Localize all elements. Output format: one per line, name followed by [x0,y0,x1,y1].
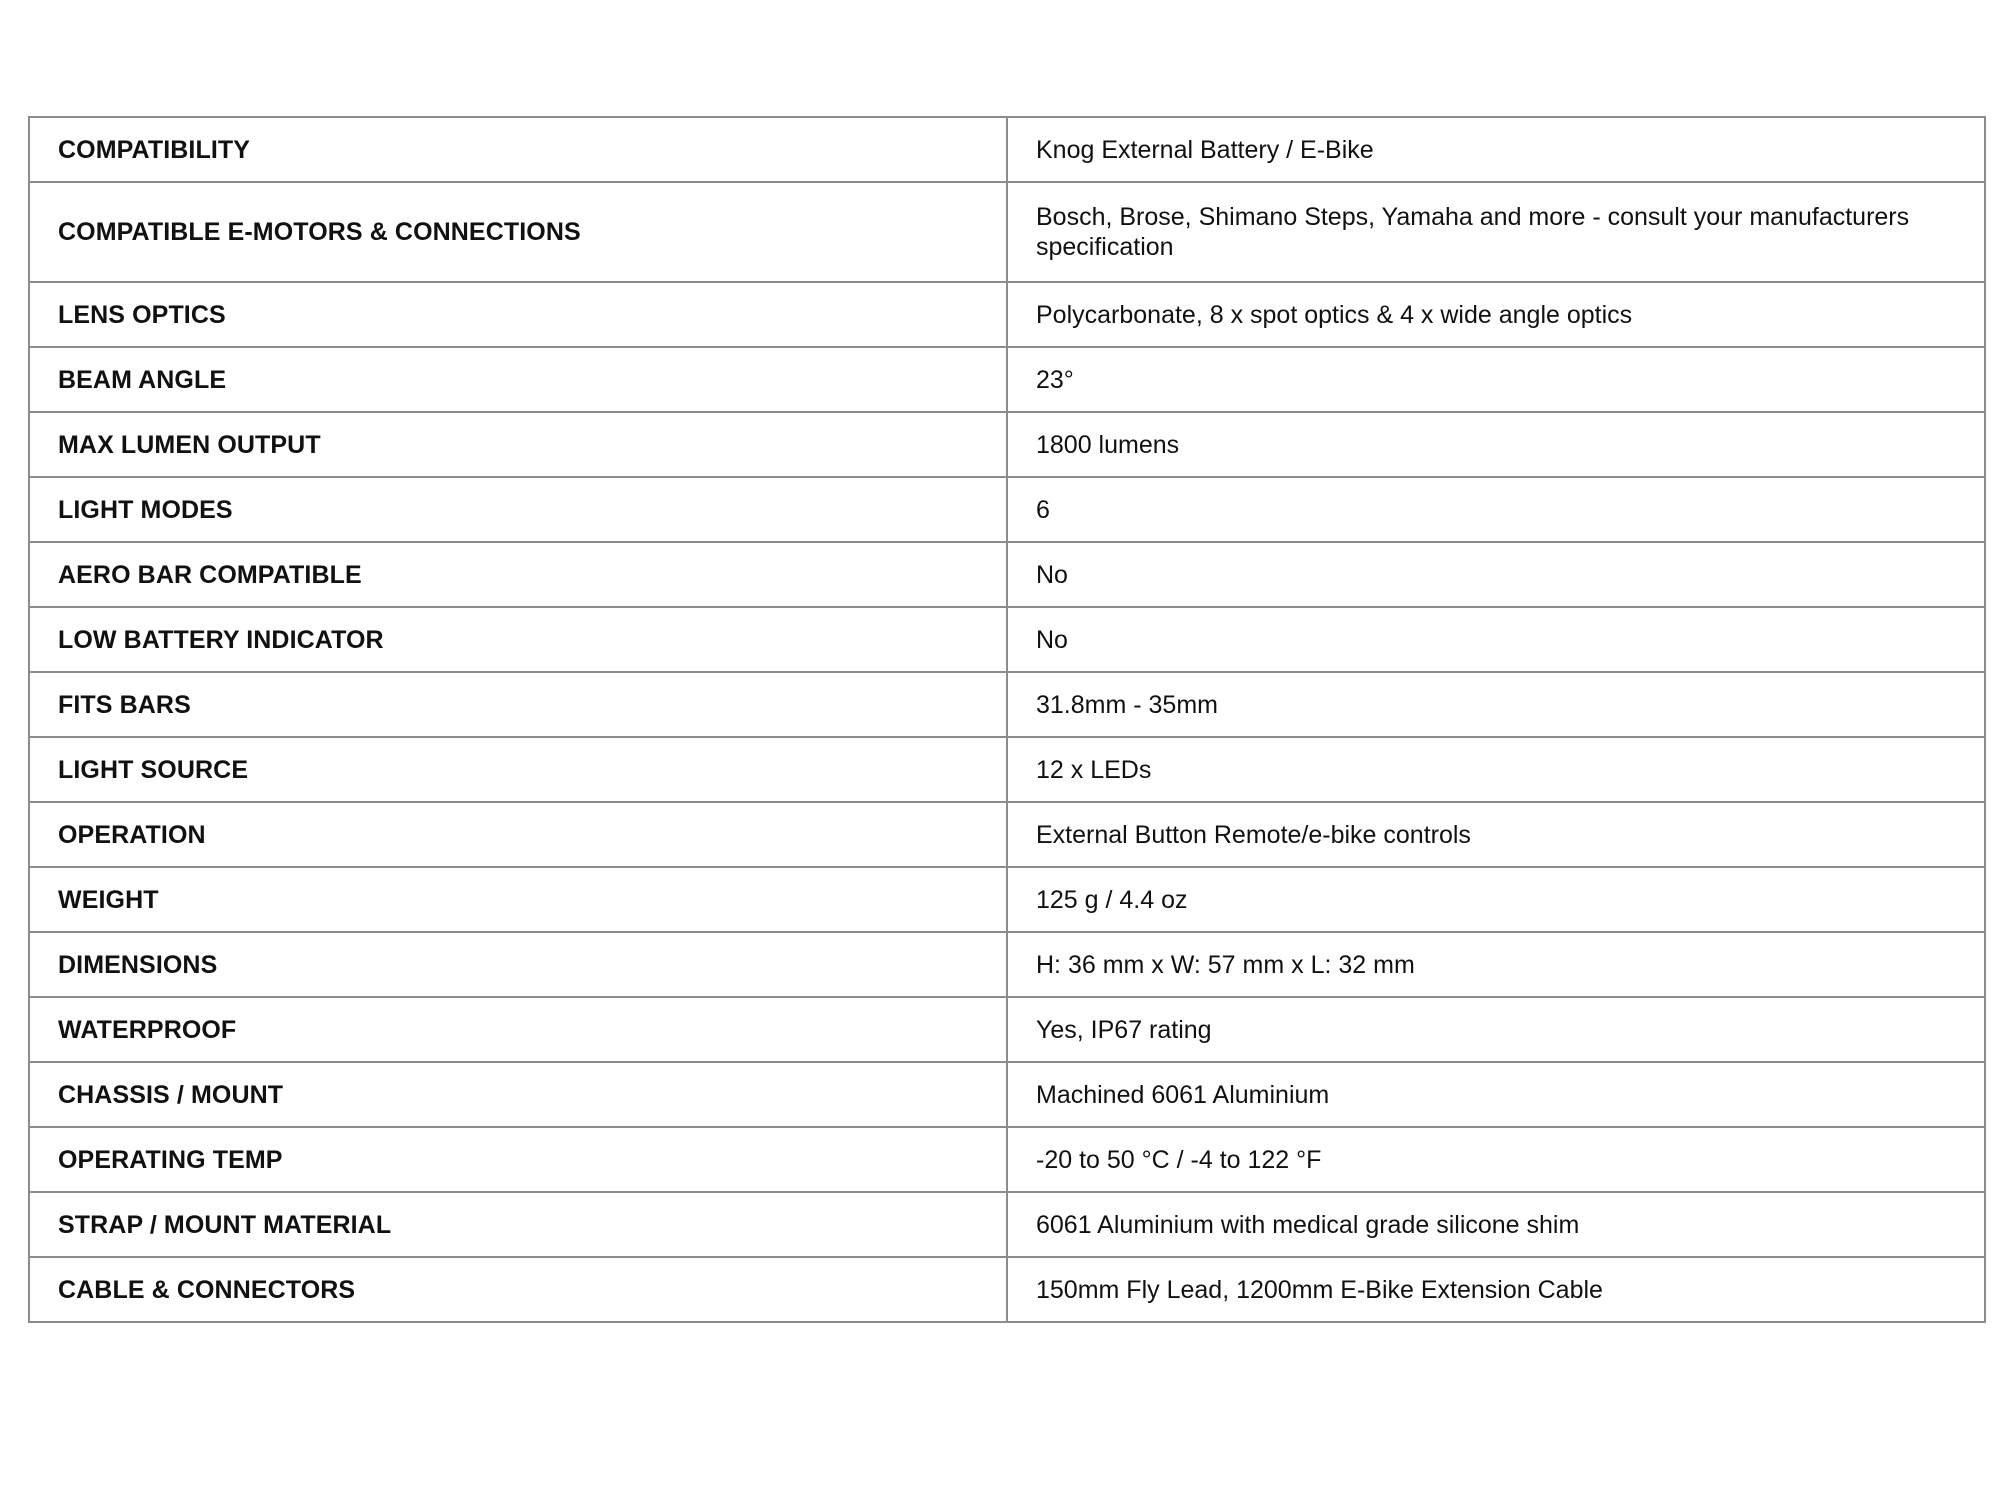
table-row [29,1257,1985,1322]
table-row [29,542,1985,607]
table-row [29,802,1985,867]
spec-value: Knog External Battery / E-Bike [1007,117,1985,182]
table-row [29,1192,1985,1257]
spec-label: LOW BATTERY INDICATOR [29,607,1007,672]
table-row [29,867,1985,932]
spec-label: OPERATING TEMP [29,1127,1007,1192]
spec-label: LIGHT SOURCE [29,737,1007,802]
spec-label: COMPATIBLE E-MOTORS & CONNECTIONS [29,182,1007,282]
spec-value: H: 36 mm x W: 57 mm x L: 32 mm [1007,932,1985,997]
spec-value: -20 to 50 °C / -4 to 122 °F [1007,1127,1985,1192]
table-row [29,997,1985,1062]
spec-label: MAX LUMEN OUTPUT [29,412,1007,477]
spec-value: No [1007,542,1985,607]
table-row [29,282,1985,347]
spec-value: 31.8mm - 35mm [1007,672,1985,737]
table-row [29,607,1985,672]
table-row [29,347,1985,412]
spec-value: No [1007,607,1985,672]
spec-label: DIMENSIONS [29,932,1007,997]
spec-value: 150mm Fly Lead, 1200mm E-Bike Extension Cable [1007,1257,1985,1322]
spec-label: STRAP / MOUNT MATERIAL [29,1192,1007,1257]
table-row [29,182,1985,282]
spec-label: WEIGHT [29,867,1007,932]
spec-label: CABLE & CONNECTORS [29,1257,1007,1322]
table-row [29,412,1985,477]
spec-value: Yes, IP67 rating [1007,997,1985,1062]
spec-value: Machined 6061 Aluminium [1007,1062,1985,1127]
spec-label: AERO BAR COMPATIBLE [29,542,1007,607]
spec-sheet [28,116,1984,1323]
spec-value: 1800 lumens [1007,412,1985,477]
spec-value: 125 g / 4.4 oz [1007,867,1985,932]
spec-label: LENS OPTICS [29,282,1007,347]
spec-label: FITS BARS [29,672,1007,737]
spec-label: BEAM ANGLE [29,347,1007,412]
table-row [29,737,1985,802]
spec-label: COMPATIBILITY [29,117,1007,182]
spec-value: 6 [1007,477,1985,542]
table-row [29,672,1985,737]
spec-value: External Button Remote/e-bike controls [1007,802,1985,867]
table-row [29,1062,1985,1127]
table-row [29,1127,1985,1192]
spec-value: 6061 Aluminium with medical grade silicone shim [1007,1192,1985,1257]
table-row [29,477,1985,542]
spec-label: OPERATION [29,802,1007,867]
spec-value: Bosch, Brose, Shimano Steps, Yamaha and more - consult your manufacturers specification [1007,182,1985,282]
table-row [29,932,1985,997]
spec-value: 12 x LEDs [1007,737,1985,802]
spec-label: LIGHT MODES [29,477,1007,542]
spec-value: 23° [1007,347,1985,412]
specifications-table [28,116,1986,1323]
spec-label: WATERPROOF [29,997,1007,1062]
spec-value: Polycarbonate, 8 x spot optics & 4 x wide angle optics [1007,282,1985,347]
spec-label: CHASSIS / MOUNT [29,1062,1007,1127]
table-row [29,117,1985,182]
